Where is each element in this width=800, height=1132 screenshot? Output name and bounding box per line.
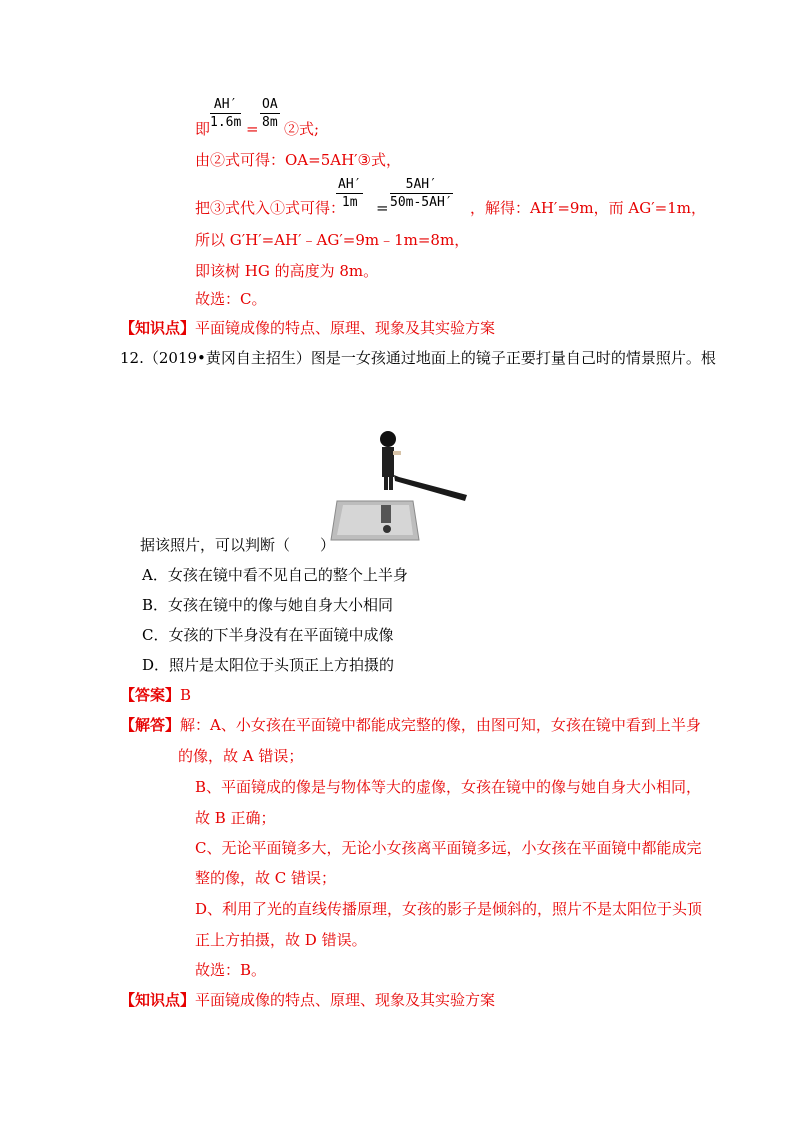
fraction-numerator: OA — [262, 97, 278, 112]
analysis-line: 的像，故 A 错误； — [178, 747, 304, 765]
solution-line-b-prefix: 把③式代入①式可得： — [195, 199, 346, 217]
knowledge-point-text: 平面镜成像的特点、原理、现象及其实验方案 — [195, 319, 496, 337]
option-a: A．女孩在镜中看不见自己的整个上半身 — [142, 566, 408, 584]
solution-line-d: 即该树 HG 的高度为 8m。 — [195, 262, 379, 280]
question-12-stem-continued: 据该照片，可以判断（ ） — [140, 536, 336, 554]
solution-line-a: 由②式可得：OA=5AH′③式， — [195, 151, 402, 169]
knowledge-point-tag: 【知识点】 — [120, 319, 196, 337]
analysis-line: 故选：B。 — [195, 961, 267, 979]
answer-line — [120, 685, 191, 705]
analysis-line: 正上方拍摄，故 D 错误。 — [195, 931, 367, 949]
solution-line-e: 故选：C。 — [195, 290, 267, 308]
equals-sign: = — [376, 199, 389, 217]
option-d: D．照片是太阳位于头顶正上方拍摄的 — [142, 656, 395, 674]
fraction-numerator: AH′ — [210, 97, 241, 114]
solution-line-b-suffix: ，解得：AH′=9m，而 AG′=1m， — [470, 199, 706, 217]
fraction-denominator: 50m-5AH′ — [390, 195, 453, 210]
fraction-denominator: 1m — [341, 195, 358, 210]
answer-value: B — [180, 686, 192, 704]
equals-sign: = — [246, 120, 259, 138]
analysis-line: 解：A、小女孩在平面镜中都能成完整的像，由图可知，女孩在镜中看到上半身 — [180, 716, 701, 734]
knowledge-point-1 — [120, 318, 495, 338]
analysis-line: B、平面镜成的像是与物体等大的虚像，女孩在镜中的像与她自身大小相同， — [195, 778, 702, 796]
fraction-oa-over-8m — [260, 97, 280, 130]
answer-tag: 【答案】 — [120, 686, 181, 704]
eq2-suffix: ②式; — [284, 120, 320, 138]
fraction-ah-over-1m — [336, 177, 363, 210]
solution-line-c: 所以 G′H′=AH′﹣AG′=9m﹣1m=8m， — [195, 231, 470, 249]
girl-mirror-photo — [329, 425, 469, 545]
fraction-numerator: AH′ — [338, 177, 362, 192]
analysis-line: 整的像，故 C 错误； — [195, 869, 337, 887]
fraction-ah-over-1.6m — [210, 97, 241, 130]
analysis-line: D、利用了光的直线传播原理，女孩的影子是倾斜的，照片不是太阳位于头顶 — [195, 900, 703, 918]
knowledge-point-text: 平面镜成像的特点、原理、现象及其实验方案 — [195, 991, 496, 1009]
analysis-line: 故 B 正确； — [195, 809, 276, 827]
fraction-5ah-over-50m-5ah — [390, 177, 453, 210]
fraction-denominator: 1.6m — [210, 115, 242, 130]
knowledge-point-tag: 【知识点】 — [120, 991, 196, 1009]
option-c: C．女孩的下半身没有在平面镜中成像 — [142, 626, 394, 644]
fraction-numerator: 5AH′ — [390, 177, 453, 194]
fraction-denominator: 8m — [262, 115, 278, 130]
eq2-prefix: 即 — [195, 120, 211, 138]
analysis-first-line — [120, 715, 701, 735]
analysis-line: C、无论平面镜多大，无论小女孩离平面镜多远，小女孩在平面镜中都能成完 — [195, 839, 702, 857]
knowledge-point-2 — [120, 990, 495, 1010]
analysis-tag: 【解答】 — [120, 716, 181, 734]
question-12-stem: 12.（2019•黄冈自主招生）图是一女孩通过地面上的镜子正要打量自己时的情景照片。根 — [120, 349, 716, 367]
option-b: B．女孩在镜中的像与她自身大小相同 — [142, 596, 394, 614]
